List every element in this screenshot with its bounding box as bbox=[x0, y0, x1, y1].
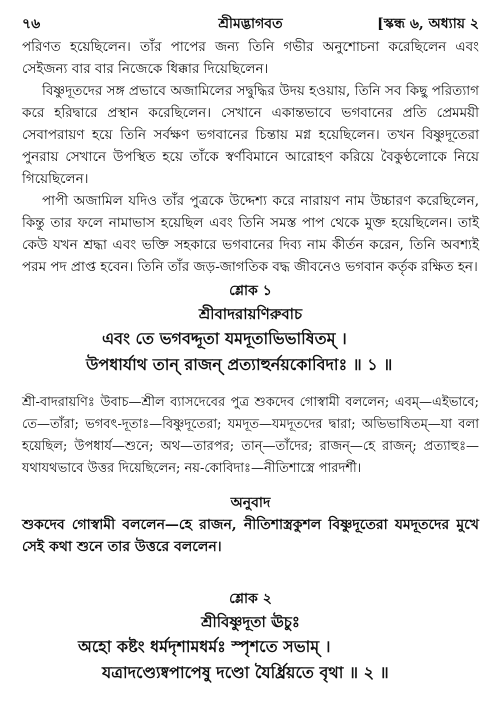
verse-2-line-2: যত্রাদণ্ড্যেষ্বপাপেষু দণ্ডো যৈর্ধ্রিয়তে বৃথা ॥ ২ ॥ bbox=[102, 663, 389, 682]
verse-1-label: শ্লোক ১ bbox=[229, 283, 272, 299]
verse-1-translation: শুকদেব গোস্বামী বললেন—হে রাজন, নীতিশাস্ত্রকুশল বিষ্ণুদূতেরা যমদূতদের মুখে সেই কথা শুনে তার উত্তরে বললেন। bbox=[22, 517, 479, 555]
verse-1-synonyms: শ্রী-বাদরায়ণিঃ উবাচ—শ্রীল ব্যাসদেবের পুত্র শুকদেব গোস্বামী বললেন; এবম্—এইভাবে; তে—তাঁরা; ভগবৎ-দূতাঃ—বিষ্ণুদূতেরা; যমদূত—যমদূতদের দ্বারা; অভিভাষিতম্—যা বলা হয়েছিল; উপধার্য—শুনে; অথ—তারপর; তান্—তাঁদের; রাজন্—হে রাজন্; প্রত্যাহুঃ—যথাযথভাবে উত্তর দিয়েছিলেন; নয়-কোবিদাঃ—নীতিশাস্ত্রে পারদর্শী। bbox=[22, 395, 479, 476]
book-title: শ্রীমদ্ভাগবত bbox=[218, 16, 283, 32]
verse-2-line-1: অহো কষ্টং ধর্মদৃশামধর্মঃ স্পৃশতে সভাম্ । bbox=[78, 637, 331, 656]
verse-1-line-1: এবং তে ভগবদ্দূতা যমদূতাভিভাষিতম্ । bbox=[102, 329, 347, 348]
chapter-reference: [স্কন্ধ ৬, অধ্যায় ২ bbox=[377, 16, 479, 32]
purport-paragraph-1: পরিণত হয়েছিলেন। তাঁর পাপের জন্য তিনি গভীর অনুশোচনা করেছিলেন এবং সেইজন্য বার বার নিজেকে ধিক্কার দিয়েছিলেন। bbox=[22, 39, 479, 77]
purport-paragraph-3: পাপী অজামিল যদিও তাঁর পুত্রকে উদ্দেশ্য করে নারায়ণ নাম উচ্চারণ করেছিলেন, কিন্তু তার ফলে নামাভাস হয়েছিল এবং তিনি সমস্ত পাপ থেকে মুক্ত হয়েছিলেন। তাই কেউ যখন শ্রদ্ধা এবং ভক্তি সহকারে ভগবানের দিব্য নাম কীর্তন করেন, তিনি অবশ্যই পরম পদ প্রাপ্ত হবেন। তিনি তাঁর জড়-জাগতিক বদ্ধ জীবনেও ভগবান কর্তৃক রক্ষিত হন। bbox=[22, 193, 479, 275]
page-number: ৭৬ bbox=[22, 16, 41, 32]
verse-2-speaker: শ্রীবিষ্ণুদূতা ঊচুঃ bbox=[201, 613, 300, 631]
spacer bbox=[22, 558, 479, 586]
purport-paragraph-2: বিষ্ণুদূতদের সঙ্গ প্রভাবে অজামিলের সদ্বুদ্ধির উদয় হওয়ায়, তিনি সব কিছু পরিত্যাগ করে হরিদ্বারে প্রস্থান করেছিলেন। সেখানে একান্তভাবে ভগবানের প্রতি প্রেমময়ী সেবাপরায়ণ হয়ে তিনি সর্বক্ষণ ভগবানের চিন্তায় মগ্ন হয়েছিলেন। তখন বিষ্ণুদূতেরা পুনরায় সেখানে উপস্থিত হয়ে তাঁকে স্বর্ণবিমানে আরোহণ করিয়ে বৈকুণ্ঠলোকে নিয়ে গিয়েছিলেন। bbox=[22, 83, 479, 187]
verse-1-line-2: উপধার্যাথ তান্ রাজন্ প্রত্যাহুর্নয়কোবিদাঃ ॥ ১ ॥ bbox=[86, 355, 393, 374]
verse-2-label: শ্লোক ২ bbox=[229, 591, 272, 607]
verse-1-speaker: শ্রীবাদরায়ণিরুবাচ bbox=[198, 305, 303, 323]
running-header bbox=[22, 6, 479, 36]
translation-heading: অনুবাদ bbox=[230, 495, 271, 511]
